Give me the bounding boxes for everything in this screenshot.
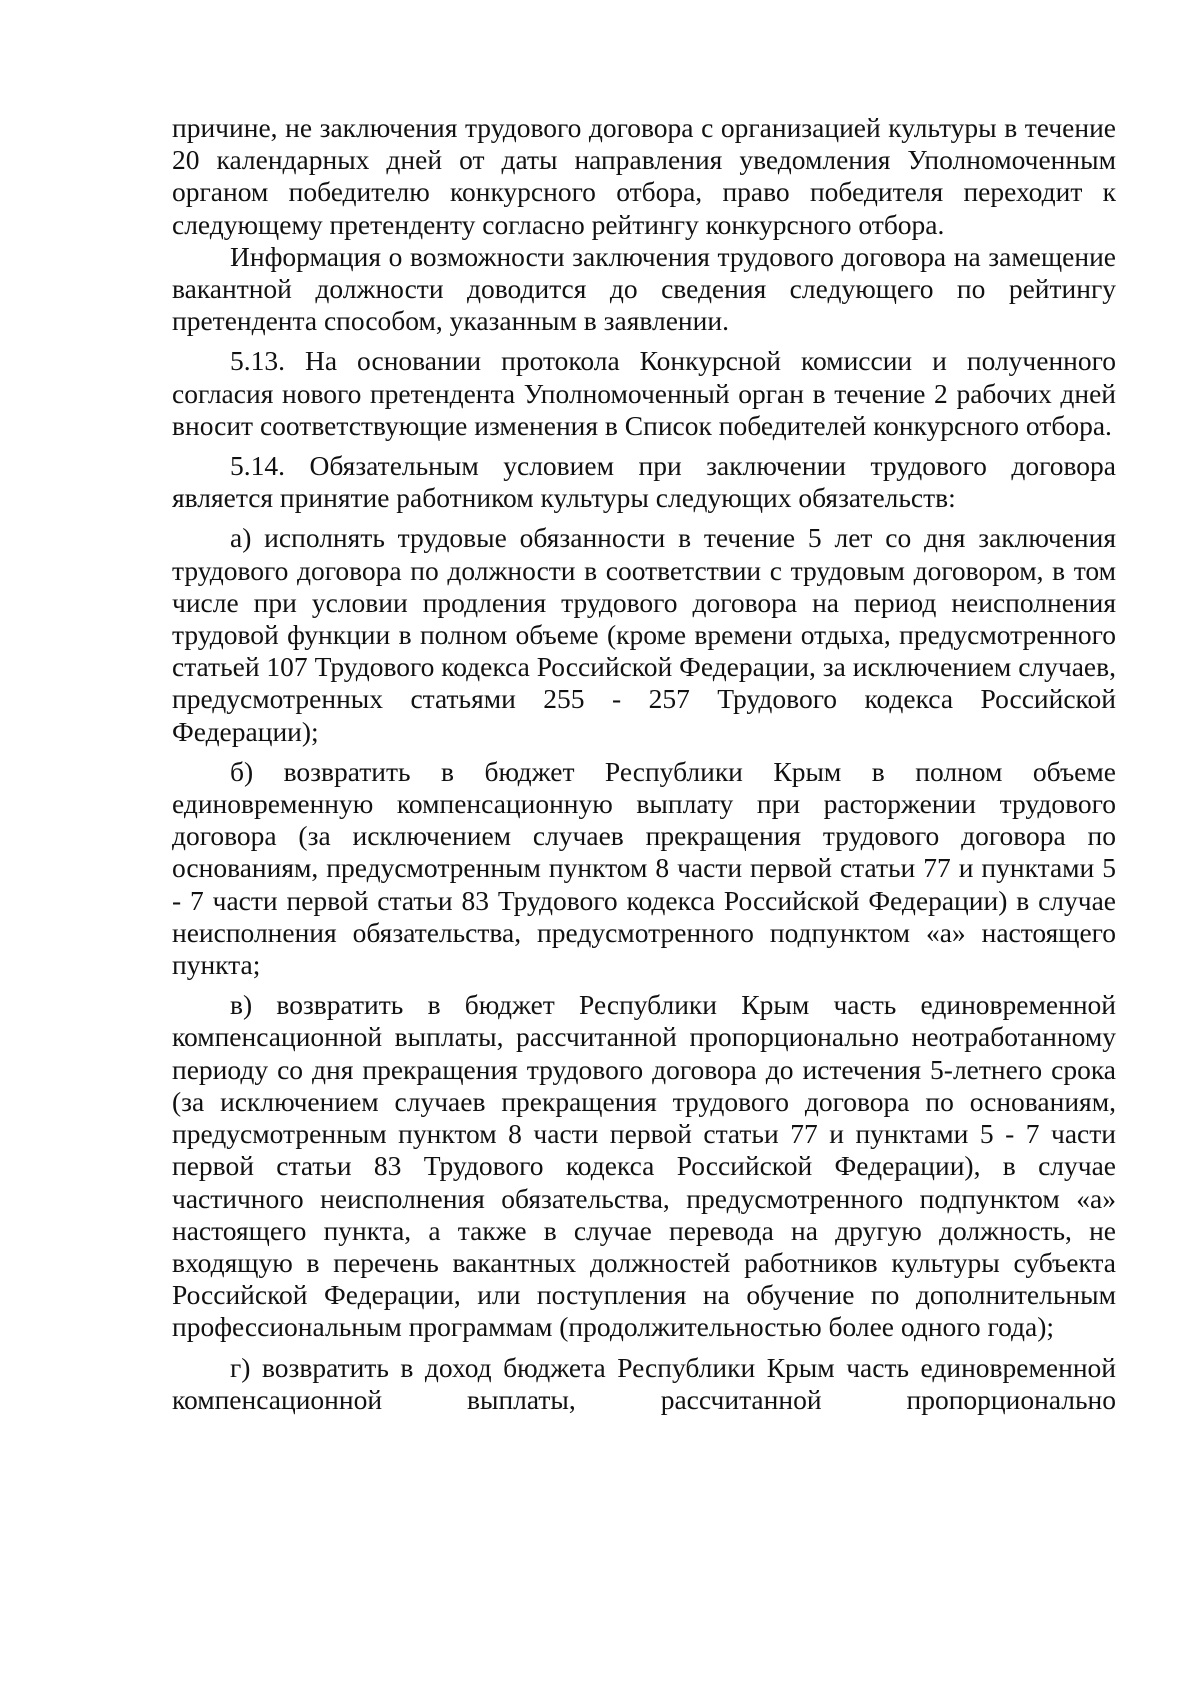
paragraph-item-b: б) возвратить в бюджет Республики Крым в полном объеме единовременную компенсационную выплату при расторжении трудового договора (за исключением случаев прекращения трудового договора по основаниям, предусмотренным пунктом 8 части первой статьи 77 и пунктами 5 - 7 части первой статьи 83 Трудового кодекса Российской Федерации) в случае неисполнения обязательства, предусмотренного подпунктом «а» настоящего пункта; bbox=[172, 755, 1116, 981]
paragraph-item-v: в) возвратить в бюджет Республики Крым часть единовременной компенсационной выплаты, рассчитанной пропорционально неотработанному периоду со дня прекращения трудового договора до истечения 5-летнего срока (за исключением случаев прекращения трудового договора по основаниям, предусмотренным пунктом 8 части первой статьи 77 и пунктами 5 - 7 части первой статьи 83 Трудового кодекса Российской Федерации), в случае частичного неисполнения обязательства, предусмотренного подпунктом «а» настоящего пункта, а также в случае перевода на другую должность, не входящую в перечень вакантных должностей работников культуры субъекта Российской Федерации, или поступления на обучение по дополнительным профессиональным программам (продолжительностью более одного года); bbox=[172, 989, 1116, 1343]
paragraph-5-13: 5.13. На основании протокола Конкурсной комиссии и полученного согласия нового претендента Уполномоченный орган в течение 2 рабочих дней вносит соответствующие изменения в Список победителей конкурсного отбора. bbox=[172, 345, 1116, 441]
document-page bbox=[172, 112, 1116, 1416]
paragraph-continuation: причине, не заключения трудового договора с организацией культуры в течение 20 календарных дней от даты направления уведомления Уполномоченным органом победителю конкурсного отбора, право победителя переходит к следующему претенденту согласно рейтингу конкурсного отбора. bbox=[172, 112, 1116, 240]
paragraph-5-14: 5.14. Обязательным условием при заключении трудового договора является принятие работником культуры следующих обязательств: bbox=[172, 450, 1116, 514]
paragraph-item-g: г) возвратить в доход бюджета Республики Крым часть единовременной компенсационной выплаты, рассчитанной пропорционально bbox=[172, 1351, 1116, 1415]
paragraph-item-a: а) исполнять трудовые обязанности в течение 5 лет со дня заключения трудового договора по должности в соответствии с трудовым договором, в том числе при условии продления трудового договора на период неисполнения трудовой функции в полном объеме (кроме времени отдыха, предусмотренного статьей 107 Трудового кодекса Российской Федерации, за исключением случаев, предусмотренных статьями 255 - 257 Трудового кодекса Российской Федерации); bbox=[172, 522, 1116, 747]
paragraph-information: Информация о возможности заключения трудового договора на замещение вакантной должности доводится до сведения следующего по рейтингу претендента способом, указанным в заявлении. bbox=[172, 240, 1116, 337]
